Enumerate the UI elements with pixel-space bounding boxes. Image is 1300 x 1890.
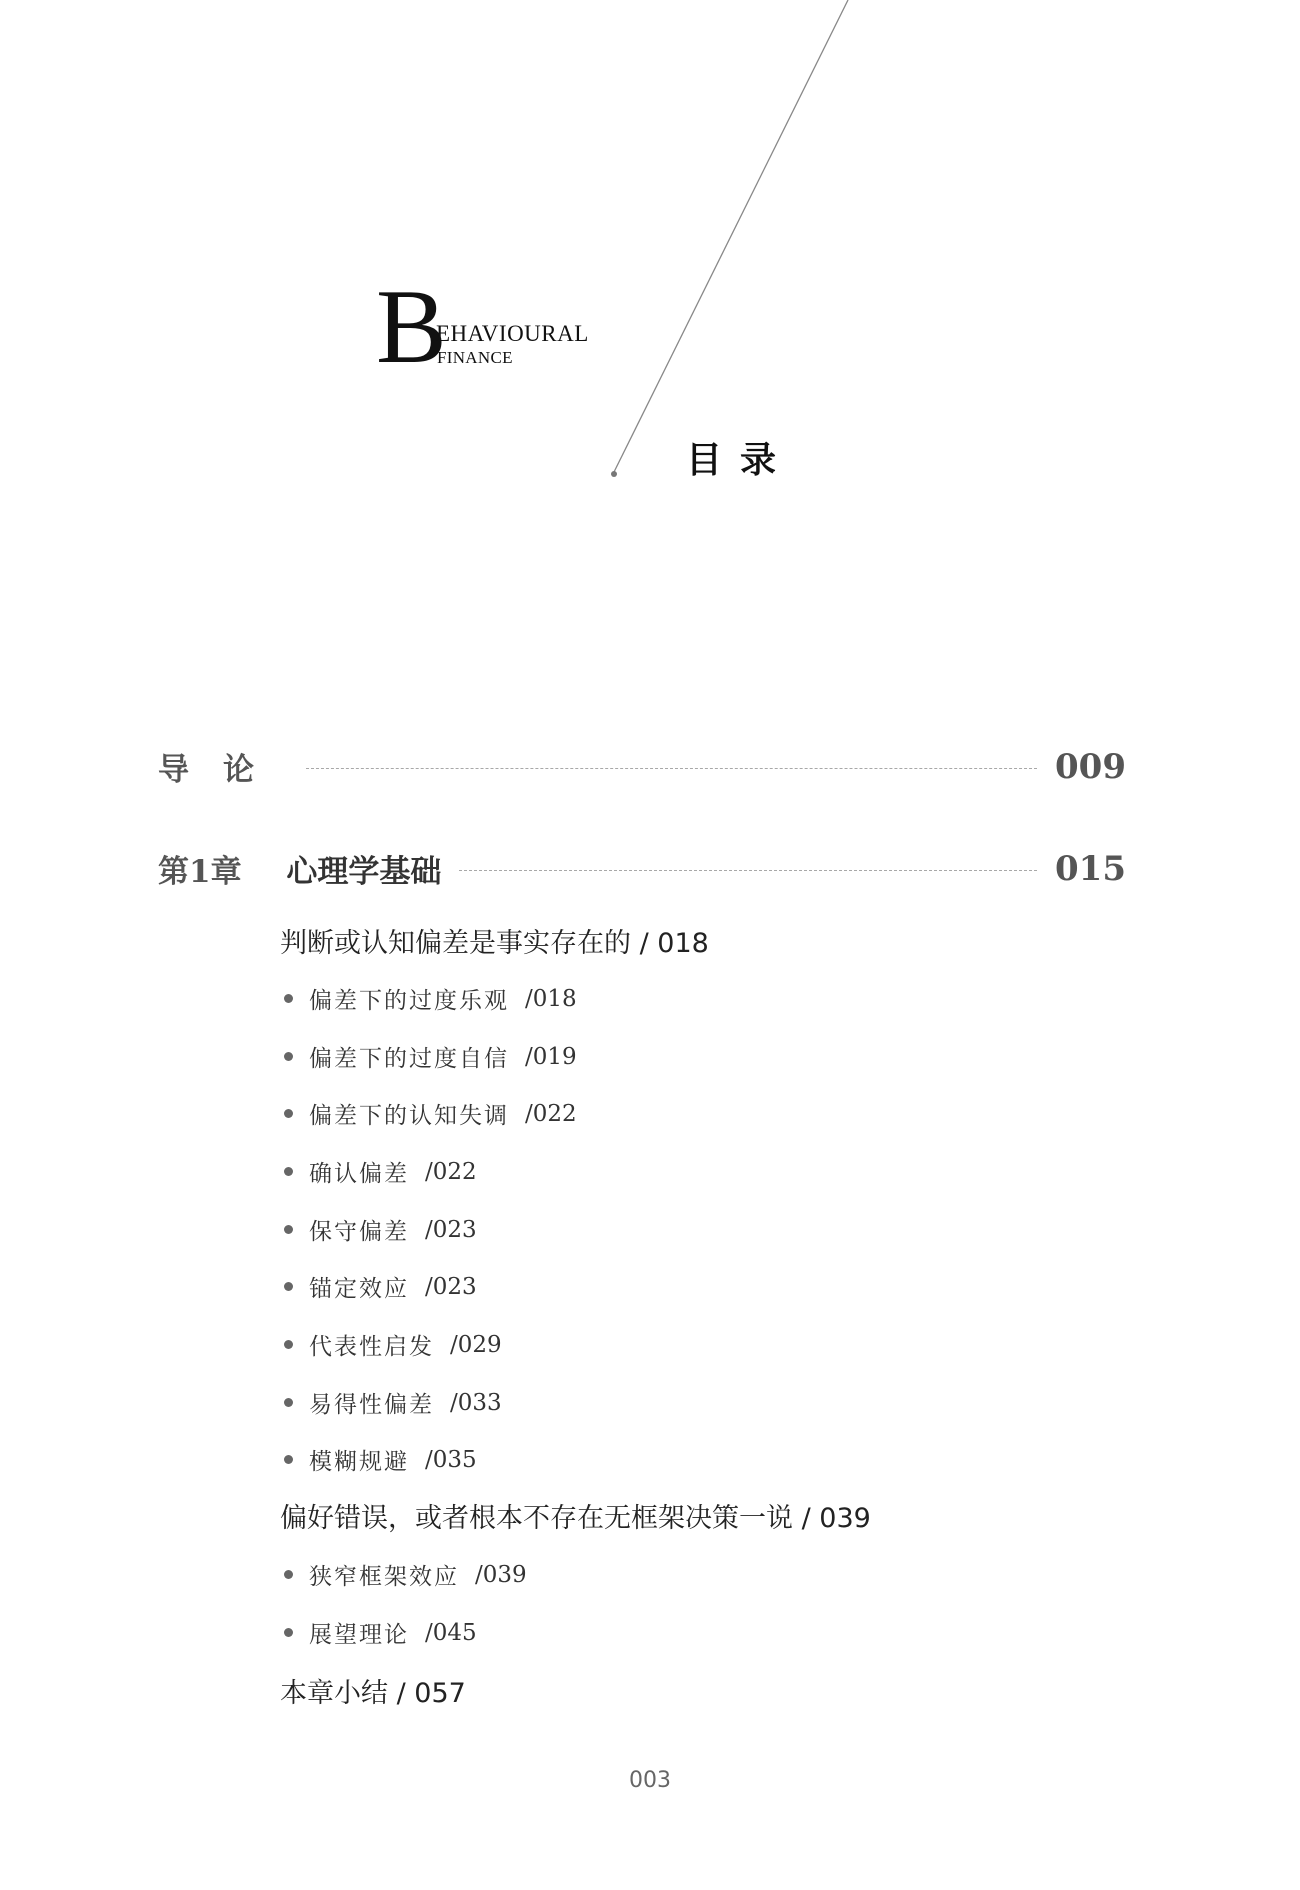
toc-item[interactable]: 偏差下的过度乐观 /018 [284,982,577,1015]
chapter-1-title: 心理学基础 [286,854,442,890]
page-number: 003 [629,1768,671,1793]
bullet-icon [284,1052,293,1061]
bullet-icon [284,1225,293,1234]
toc-item[interactable]: 偏差下的认知失调 /022 [284,1097,577,1130]
toc-entry-chapter-1[interactable] [158,846,1126,891]
toc-entry-intro[interactable] [158,744,1126,789]
logo-word-behavioural: EHAVIOURAL [436,321,589,346]
chapter-1-number: 第1章 [158,854,242,890]
bullet-icon [284,1570,293,1579]
toc-item[interactable]: 狭窄框架效应 /039 [284,1558,527,1591]
bullet-icon [284,1167,293,1176]
bullet-icon [284,1628,293,1637]
bullet-icon [284,1282,293,1291]
toc-item[interactable]: 保守偏差 /023 [284,1213,477,1246]
bullet-icon [284,1340,293,1349]
intro-page: 009 [1055,746,1126,787]
toc-title: 目录 [686,439,795,481]
intro-label: 导论 [158,752,288,788]
toc-item[interactable]: 锚定效应 /023 [284,1270,477,1303]
toc-item[interactable]: 模糊规避 /035 [284,1443,477,1476]
bullet-icon [284,994,293,1003]
dotted-leader [459,870,1037,871]
toc-section-2[interactable]: 偏好错误，或者根本不存在无框架决策一说 / 039 [280,1503,871,1534]
toc-section-3[interactable]: 本章小结 / 057 [280,1678,466,1709]
bullet-icon [284,1398,293,1407]
toc-item[interactable]: 展望理论 /045 [284,1616,477,1649]
toc-item[interactable]: 易得性偏差 /033 [284,1386,502,1419]
decorative-diagonal-line [0,0,1300,500]
toc-section-1[interactable]: 判断或认知偏差是事实存在的 / 018 [280,928,709,959]
dotted-leader [306,768,1037,769]
logo-initial: B [376,268,447,385]
toc-item[interactable]: 偏差下的过度自信 /019 [284,1040,577,1073]
toc-item[interactable]: 确认偏差 /022 [284,1155,477,1188]
chapter-1-label [158,846,441,891]
bullet-icon [284,1109,293,1118]
bullet-icon [284,1455,293,1464]
toc-item[interactable]: 代表性启发 /029 [284,1328,502,1361]
chapter-1-page: 015 [1055,848,1126,889]
logo-word-finance: FINANCE [437,348,513,367]
